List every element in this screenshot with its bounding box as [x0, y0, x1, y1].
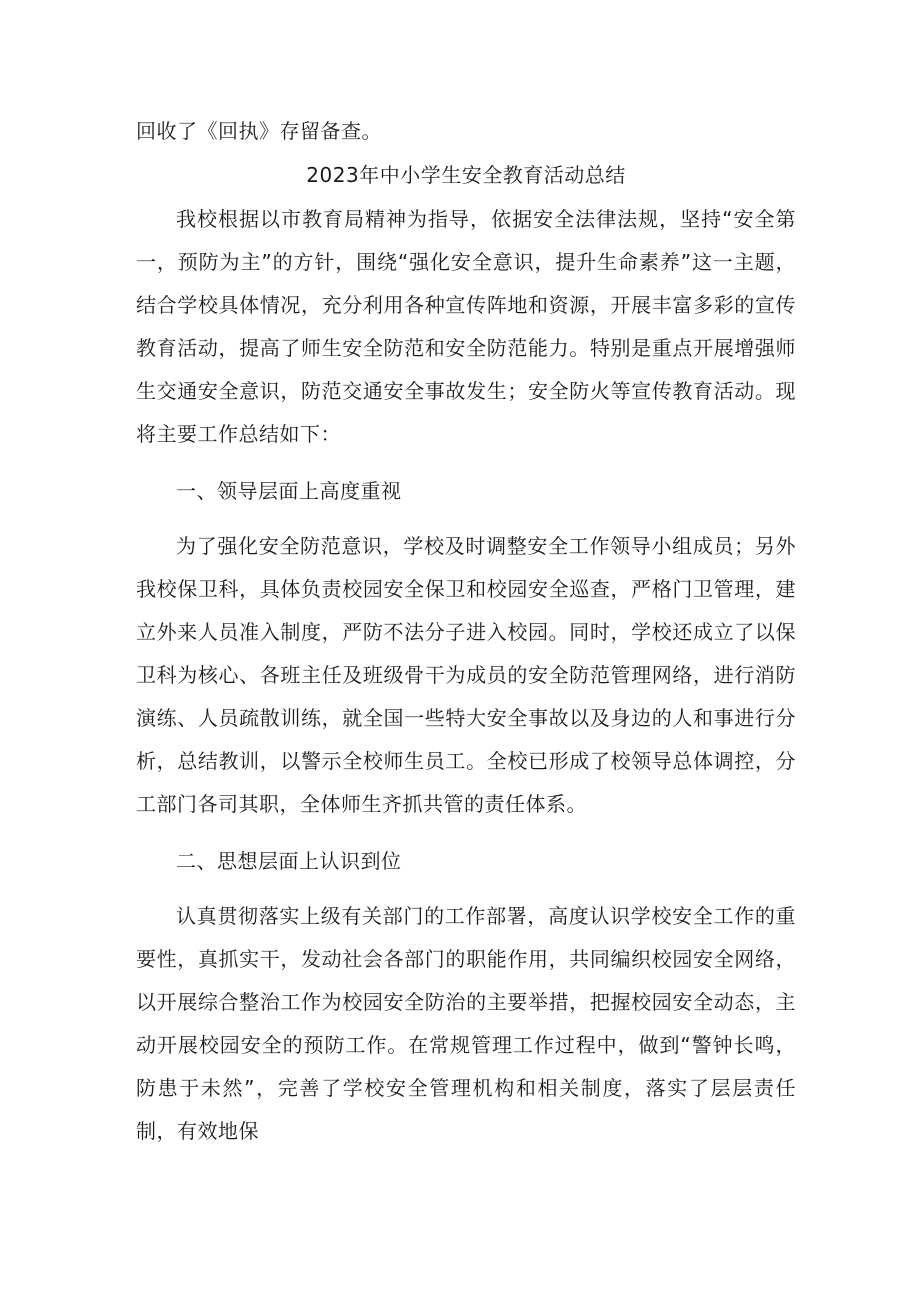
lead-line: 回收了《回执》存留备查。: [136, 119, 382, 143]
document-body: [136, 110, 796, 1153]
paragraph-section-2: 认真贯彻落实上级有关部门的工作部署，高度认识学校安全工作的重要性，真抓实干，发动社会各部门的职能作用，共同编织校园安全网络，以开展综合整治工作为校园安全防治的主要举措，把握校园安全动态，主动开展校园安全的预防工作。在常规管理工作过程中，做到“警钟长鸣，防患于未然”，完善了学校安全管理机构和相关制度，落实了层层责任制，有效地保: [136, 904, 796, 1143]
paragraph-section-1: 为了强化安全防范意识，学校及时调整安全工作领导小组成员；另外我校保卫科，具体负责校园安全保卫和校园安全巡查，严格门卫管理，建立外来人员准入制度，严防不法分子进入校园。同时，学校还成立了以保卫科为核心、各班主任及班级骨干为成员的安全防范管理网络，进行消防演练、人员疏散训练，就全国一些特大安全事故以及身边的人和事进行分析，总结教训，以警示全校师生员工。全校已形成了校领导总体调控，分工部门各司其职，全体师生齐抓共管的责任体系。: [136, 534, 796, 816]
paragraph-intro: 我校根据以市教育局精神为指导，依据安全法律法规，坚持“安全第一，预防为主”的方针，围绕“强化安全意识，提升生命素养”这一主题，结合学校具体情况，充分利用各种宣传阵地和资源，开展丰富多彩的宣传教育活动，提高了师生安全防范和安全防范能力。特别是重点开展增强师生交通安全意识，防范交通安全事故发生；安全防火等宣传教育活动。现将主要工作总结如下：: [136, 207, 796, 446]
document-title: 2023年中小学生安全教育活动总结: [306, 163, 626, 187]
section-heading-1: 一、领导层面上高度重视: [176, 479, 402, 503]
section-heading-2: 二、思想层面上认识到位: [176, 849, 402, 873]
